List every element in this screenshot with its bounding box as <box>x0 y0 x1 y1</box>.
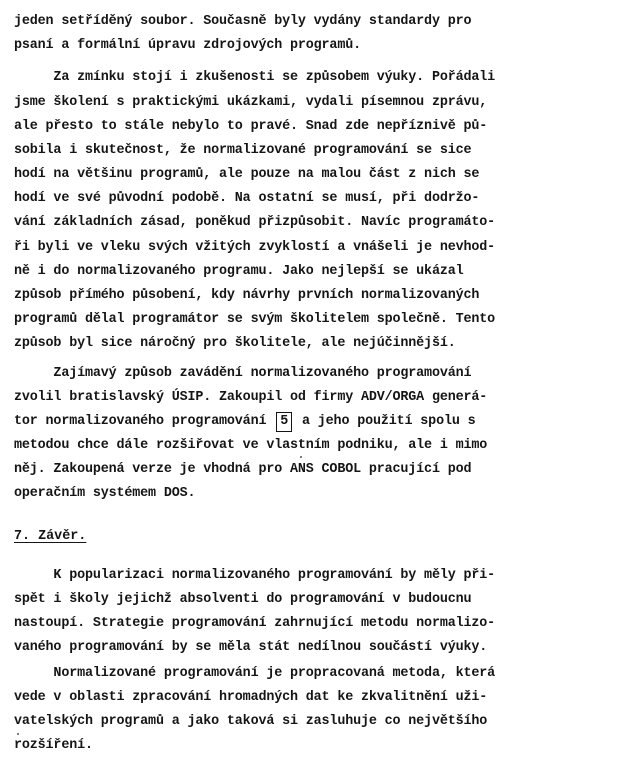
text-line: jsme školení s praktickými ukázkami, vydali písemnou zprávu, <box>14 95 488 110</box>
text-line: nastoupí. Strategie programování zahrnující metodu normalizo- <box>14 616 496 631</box>
reference-number-box: 5 <box>276 412 292 432</box>
text-line: zvolil bratislavský ÚSIP. Zakoupil od firmy ADV/ORGA generá- <box>14 390 488 405</box>
scan-speck <box>300 456 302 458</box>
text-line: programů dělal programátor se svým školitelem společně. Tento <box>14 312 496 327</box>
text-line: vatelských programů a jako taková si zasluhuje co největšího <box>14 714 488 729</box>
text-line: rozšíření. <box>14 738 93 753</box>
text-line: ale přesto to stále nebylo to pravé. Snad zde nepříznivě pů- <box>14 119 488 134</box>
text-line: metodou chce dále rozšiřovat ve vlastním podniku, ale i mimo <box>14 438 488 453</box>
text-line: vaného programování by se měla stát nedílnou součástí výuky. <box>14 640 488 655</box>
text-line: jeden setříděný soubor. Současně byly vydány standardy pro <box>14 14 472 29</box>
text-fragment: a jeho použití spolu s <box>294 414 476 429</box>
text-line: hodí na většinu programů, ale pouze na malou část z nich se <box>14 167 480 182</box>
text-line: způsob byl sice náročný pro školitele, ale nejúčinnější. <box>14 336 456 351</box>
text-line: spět i školy jejichž absolventi do programování v budoucnu <box>14 592 472 607</box>
text-line: psaní a formální úpravu zdrojových programů. <box>14 38 361 53</box>
text-line: ně i do normalizovaného programu. Jako nejlepší se ukázal <box>14 264 464 279</box>
text-line: vede v oblasti zpracování hromadných dat ke zkvalitnění uži- <box>14 690 488 705</box>
text-line: způsob přímého působení, kdy návrhy prvních normalizovaných <box>14 288 480 303</box>
text-line: K popularizaci normalizovaného programování by měly při- <box>14 568 496 583</box>
text-line: Zajímavý způsob zavádění normalizovaného programování <box>14 366 472 381</box>
text-line: sobila i skutečnost, že normalizované programování se sice <box>14 143 472 158</box>
text-line: Normalizované programování je propracovaná metoda, která <box>14 666 496 681</box>
text-line: vání základních zásad, poněkud přizpůsobit. Navíc programáto- <box>14 215 496 230</box>
text-line: Za zmínku stojí i zkušenosti se způsobem výuky. Pořádali <box>14 70 496 85</box>
text-line: něj. Zakoupená verze je vhodná pro ANS COBOL pracující pod <box>14 462 472 477</box>
text-line: operačním systémem DOS. <box>14 486 196 501</box>
text-line: ři byli ve vleku svých vžitých zvyklostí a vnášeli je nevhod- <box>14 240 496 255</box>
text-fragment: tor normalizovaného programování <box>14 414 275 429</box>
section-heading: 7. Závěr. <box>14 529 87 544</box>
text-line: hodí ve své původní podobě. Na ostatní se musí, při dodržo- <box>14 191 480 206</box>
text-line-with-reference <box>14 412 476 432</box>
scan-speck <box>17 733 19 735</box>
